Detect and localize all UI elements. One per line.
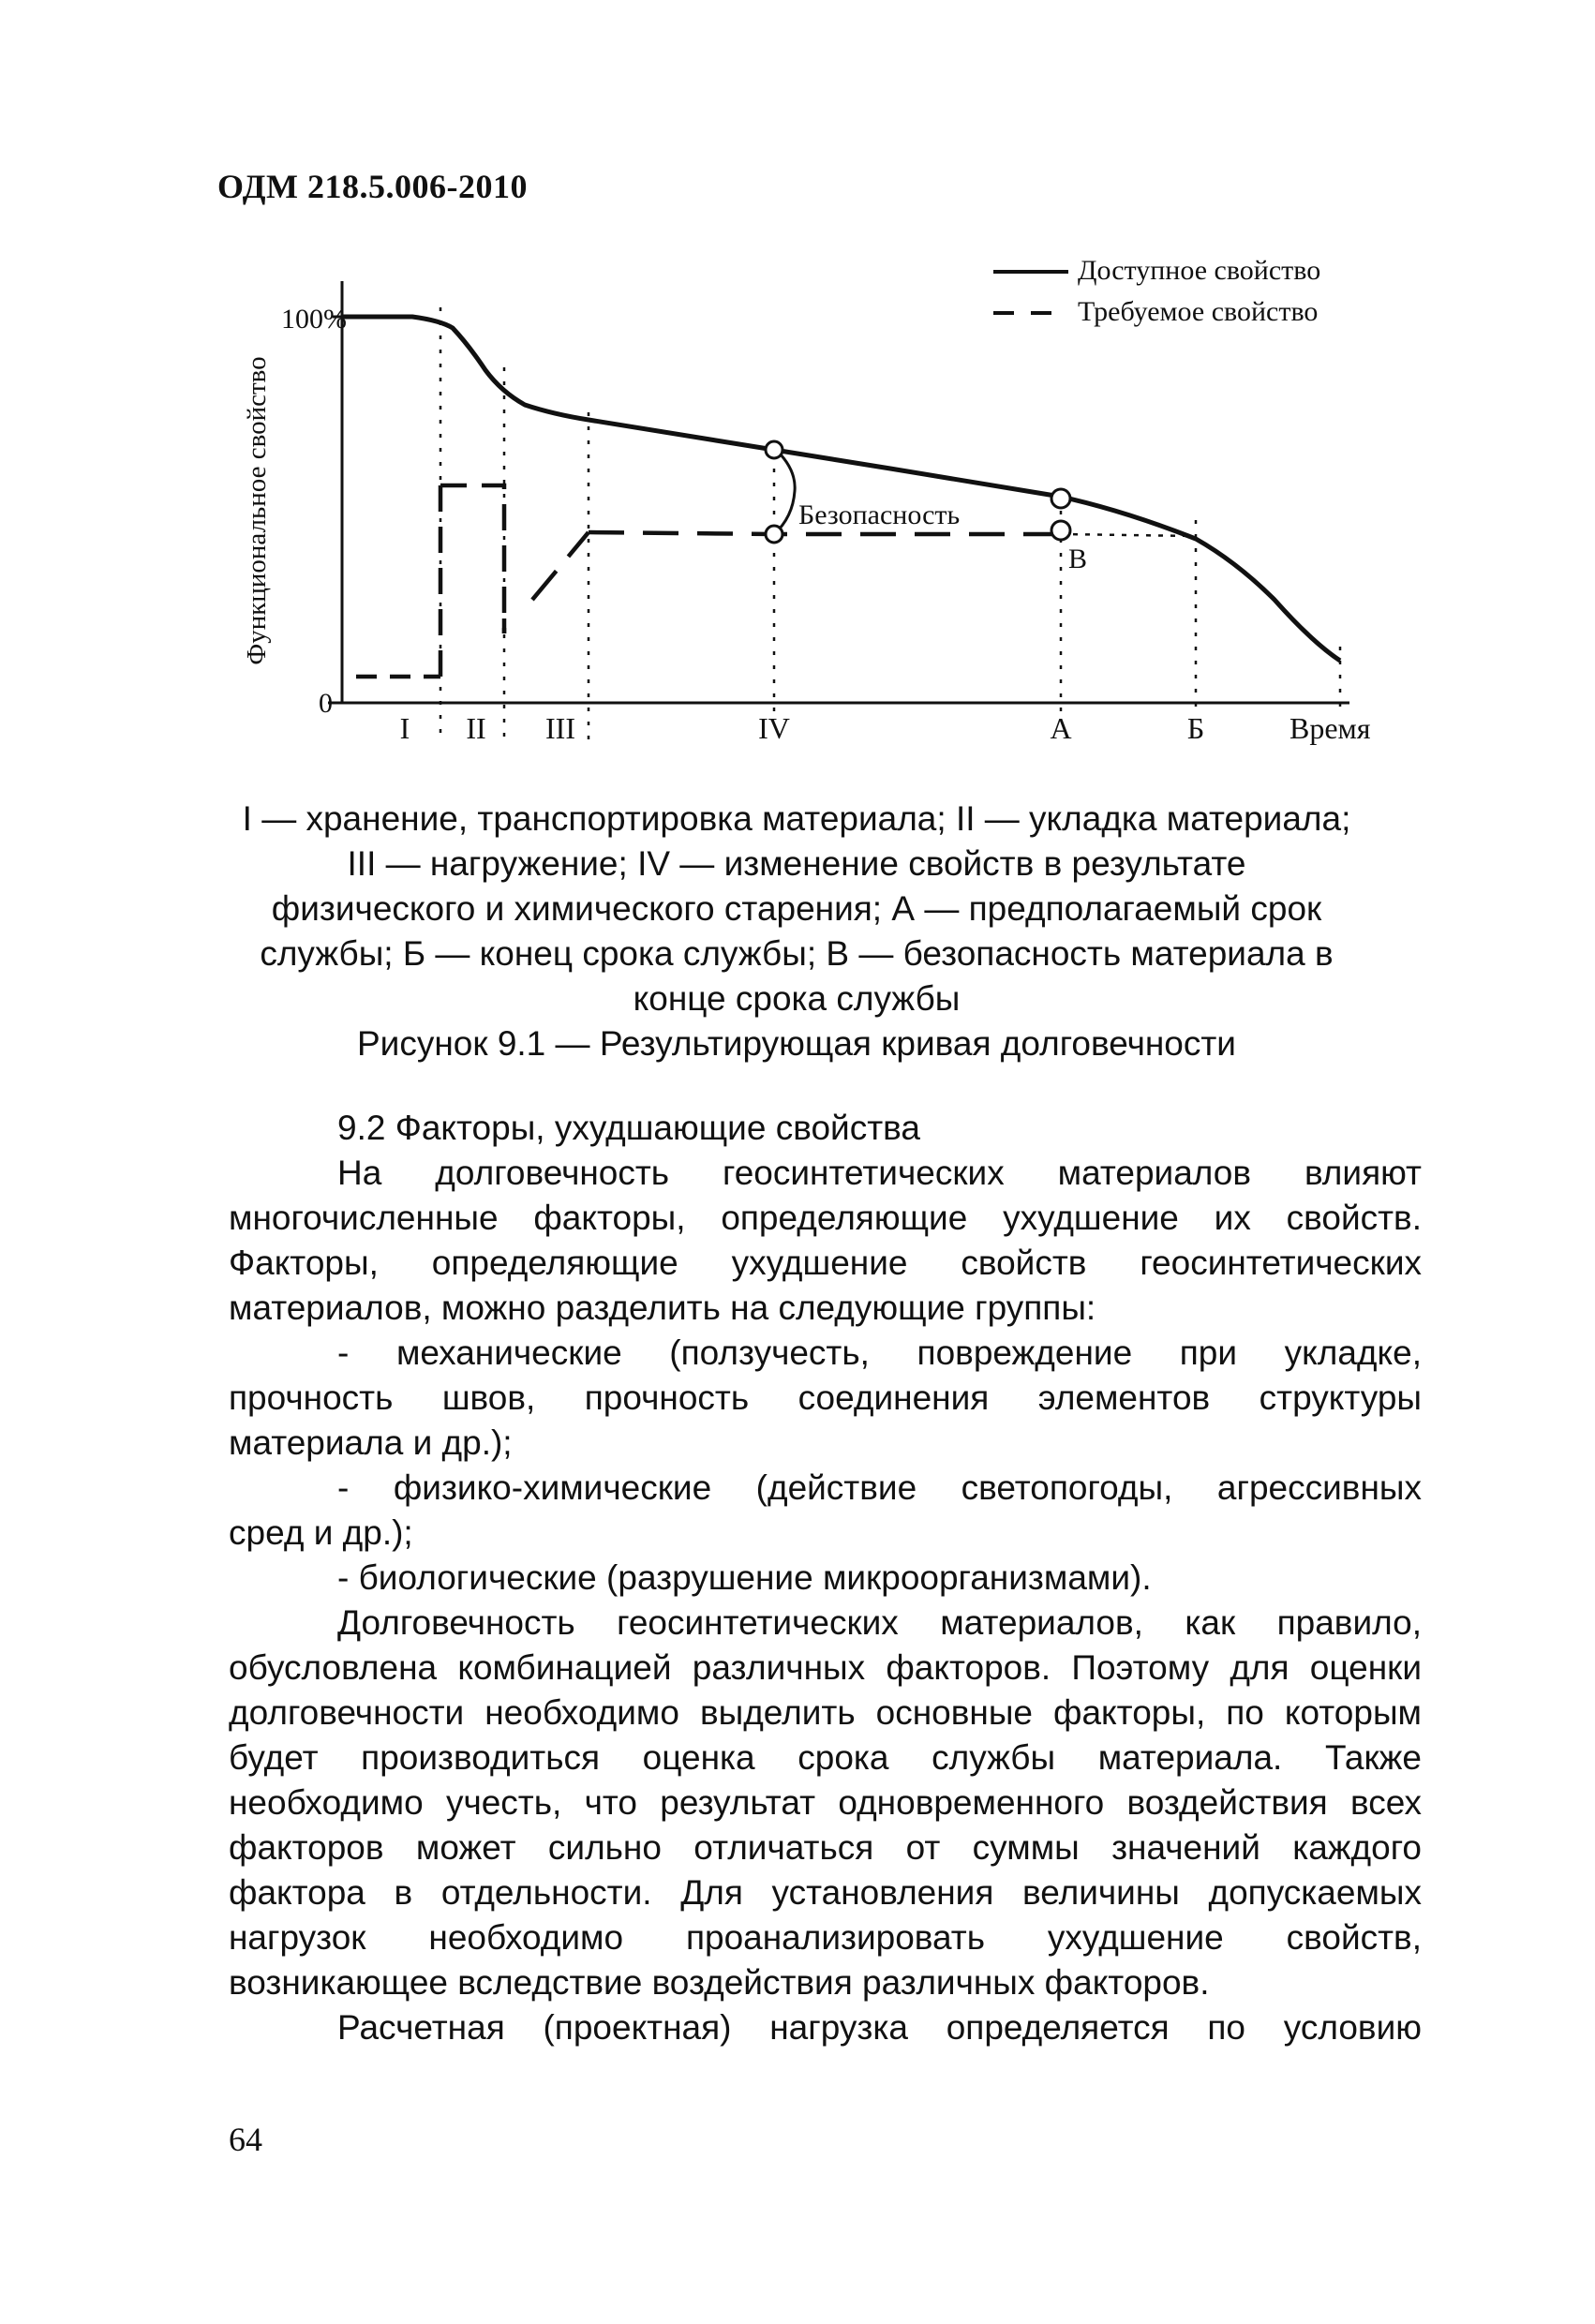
caption-line: физического и химического старения; А — предполагаемый срок (271, 889, 1322, 928)
figure-caption (187, 797, 1406, 1066)
caption-line: службы; Б — конец срока службы; В — безопасность материала в (260, 934, 1334, 973)
caption-line: конце срока службы (633, 979, 961, 1018)
list-item: - биологические (разрушение микроорганизмами). (337, 1558, 1152, 1597)
caption-line: I — хранение, транспортировка материала; II — укладка материала; (242, 799, 1351, 838)
safety-annotation: Безопасность (798, 499, 961, 530)
text-line: долговечности необходимо выделить основные факторы, по которым (229, 1693, 1422, 1732)
y-zero-label: 0 (319, 688, 333, 719)
stage-label-a: A (1050, 711, 1072, 745)
y-top-label: 100% (281, 304, 347, 335)
text-line: будет производиться оценка срока службы материала. Также (229, 1738, 1422, 1777)
durability-curve-figure (0, 0, 1595, 778)
marker-a-required (1051, 521, 1070, 540)
y-axis-label: Функциональное свойство (242, 356, 272, 665)
text-line: обусловлена комбинацией различных факторов. Поэтому для оценки (229, 1648, 1422, 1687)
text-line: факторов может сильно отличаться от суммы значений каждого (229, 1828, 1422, 1867)
text-line: Долговечность геосинтетических материалов, как правило, (337, 1603, 1422, 1642)
text-line: сред и др.); (229, 1513, 413, 1552)
section-title: 9.2 Факторы, ухудшающие свойства (337, 1109, 920, 1147)
section-body (229, 1151, 1422, 2050)
x-axis-label: Время (1289, 711, 1371, 745)
stage-label-ii: II (466, 711, 486, 745)
text-line: фактора в отдельности. Для установления величины допускаемых (229, 1873, 1422, 1912)
list-item: - механические (ползучесть, повреждение при укладке, (337, 1333, 1422, 1372)
marker-a-available (1051, 489, 1070, 508)
marker-iv-required (766, 526, 783, 543)
document-code-header: ОДМ 218.5.006-2010 (217, 168, 528, 205)
text-line: необходимо учесть, что результат одновременного воздействия всех (229, 1783, 1422, 1822)
text-line: возникающее вследствие воздействия различных факторов. (229, 1963, 1210, 2002)
stage-label-i: I (399, 711, 410, 745)
legend (993, 255, 1320, 327)
list-item: - физико-химические (действие светопогоды, агрессивных (337, 1468, 1422, 1507)
text-line: Факторы, определяющие ухудшение свойств геосинтетических (229, 1244, 1422, 1282)
text-line: Расчетная (проектная) нагрузка определяется по условию (337, 2008, 1422, 2047)
available-property-curve (342, 317, 1340, 661)
stage-label-iii: III (545, 711, 575, 745)
stage-label-b: Б (1186, 711, 1205, 745)
text-line: материала и др.); (229, 1423, 513, 1462)
safety-brace (774, 448, 795, 534)
caption-line: III — нагружение; IV — изменение свойств в результате (347, 844, 1246, 883)
marker-iv-available (766, 441, 783, 458)
required-property-curve (356, 485, 1196, 677)
text-line: материалов, можно разделить на следующие группы: (229, 1289, 1096, 1327)
point-v-annotation: В (1068, 544, 1088, 574)
stage-label-iv: IV (758, 711, 790, 745)
legend-available: Доступное свойство (1078, 255, 1321, 286)
text-line: прочность швов, прочность соединения элементов структуры (229, 1378, 1422, 1417)
text-line: нагрузок необходимо проанализировать ухудшение свойств, (229, 1918, 1422, 1957)
page-number: 64 (229, 2121, 262, 2158)
text-line: многочисленные факторы, определяющие ухудшение их свойств. (229, 1199, 1422, 1237)
text-line: На долговечность геосинтетических материалов влияют (337, 1154, 1422, 1192)
figure-title: Рисунок 9.1 — Результирующая кривая долговечности (357, 1024, 1236, 1063)
stage-labels (400, 711, 1205, 745)
legend-required: Требуемое свойство (1078, 296, 1319, 327)
